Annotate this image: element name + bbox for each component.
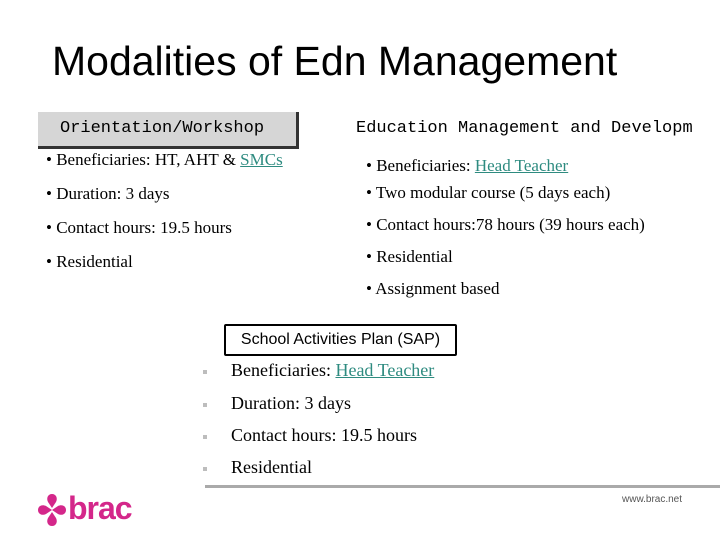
- website-label[interactable]: www.brac.net: [622, 494, 683, 505]
- brac-logo-icon: [36, 492, 68, 528]
- list-item-text: • Beneficiaries: HT, AHT &: [46, 150, 241, 169]
- bullet-icon: [203, 467, 207, 471]
- bullet-icon: [203, 370, 207, 374]
- list-item: • Residential: [366, 247, 453, 266]
- slide-title: Modalities of Edn Management: [52, 38, 618, 84]
- list-item-text: Duration: 3 days: [231, 393, 351, 413]
- list-item-text: Beneficiaries:: [231, 360, 336, 380]
- list-item: [203, 393, 351, 414]
- list-item: [46, 150, 283, 170]
- list-item: • Two modular course (5 days each): [366, 183, 611, 202]
- orientation-workshop-heading: Orientation/Workshop: [38, 112, 299, 149]
- list-item-text: • Beneficiaries:: [366, 156, 475, 175]
- brac-logo-text: brac: [68, 490, 132, 526]
- sap-heading: School Activities Plan (SAP): [224, 324, 457, 356]
- bullet-icon: [203, 435, 207, 439]
- list-item: • Residential: [46, 252, 133, 271]
- education-management-heading: Education Management and Developm: [356, 112, 720, 146]
- head-teacher-link[interactable]: Head Teacher: [335, 360, 435, 380]
- list-item: • Contact hours: 19.5 hours: [46, 218, 232, 237]
- list-item: • Duration: 3 days: [46, 184, 170, 203]
- list-item-text: Contact hours: 19.5 hours: [231, 425, 417, 445]
- footer-divider: [205, 485, 720, 488]
- list-item: [203, 360, 434, 381]
- list-item: [366, 156, 568, 176]
- head-teacher-link[interactable]: Head Teacher: [474, 156, 569, 175]
- list-item: [203, 457, 312, 478]
- bullet-icon: [203, 403, 207, 407]
- list-item-text: Residential: [231, 457, 312, 477]
- list-item: • Assignment based: [366, 279, 500, 298]
- list-item: • Contact hours:78 hours (39 hours each): [366, 215, 645, 234]
- smcs-link[interactable]: SMCs: [240, 150, 283, 169]
- list-item: [203, 425, 417, 446]
